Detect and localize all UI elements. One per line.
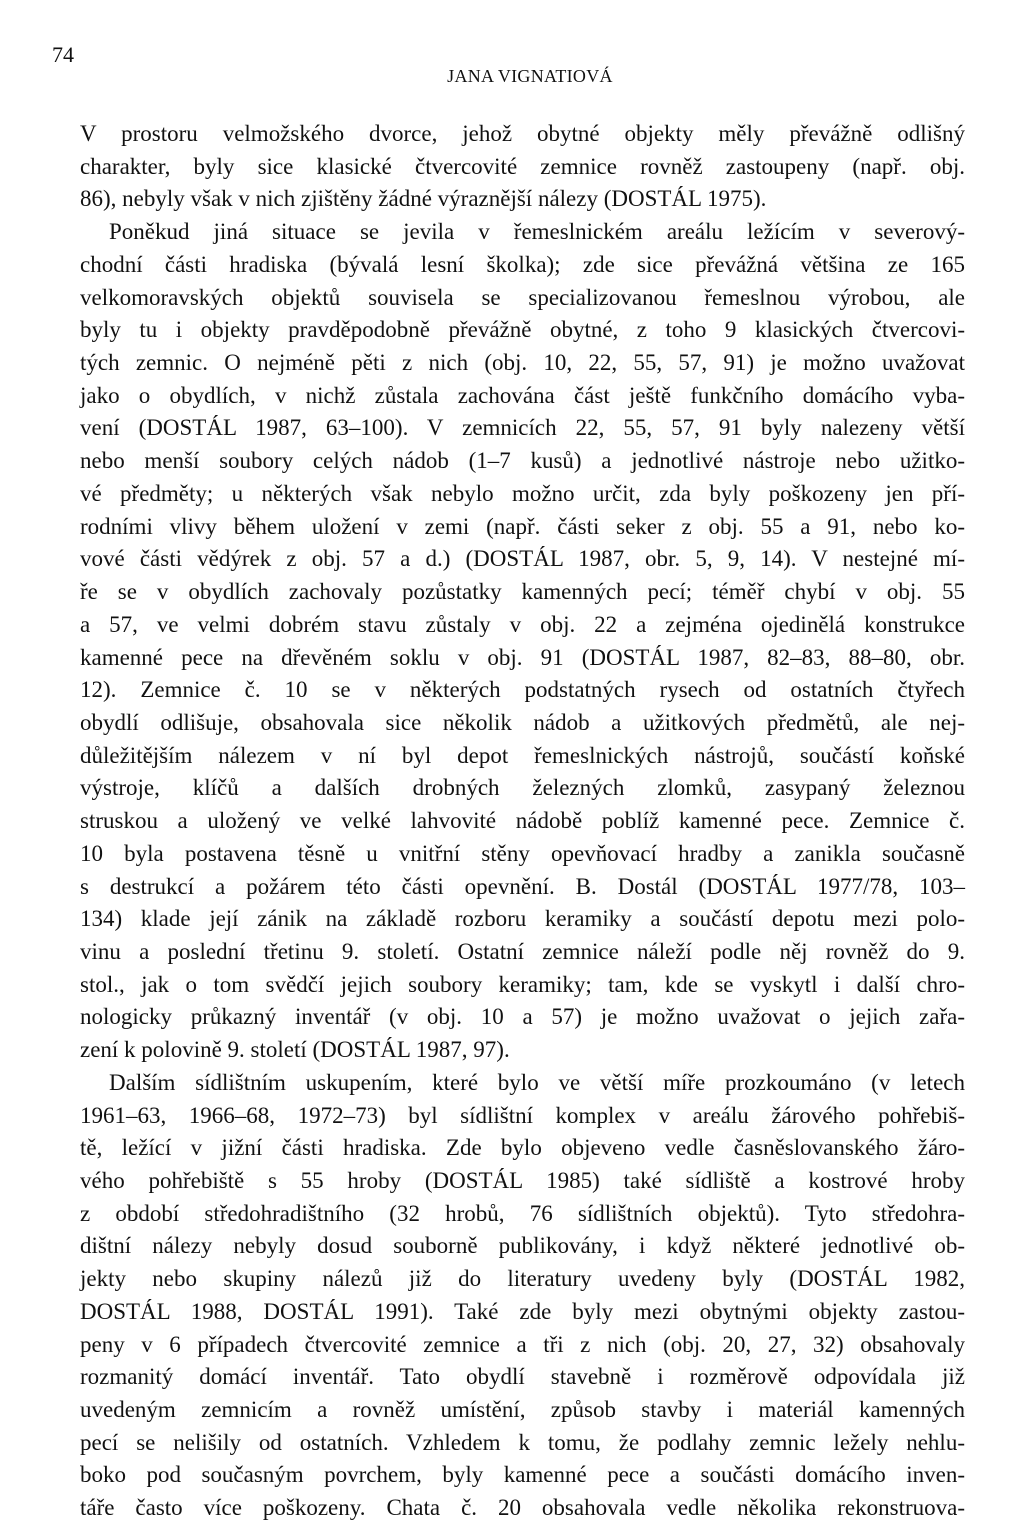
text-line: vové části vědýrek z obj. 57 a d.) (DOSTÁL 1987, obr. 5, 9, 14). V nestejné mí- (80, 546, 965, 572)
body-text (80, 118, 965, 1525)
text-line: 1961–63, 1966–68, 1972–73) byl sídlištní komplex v areálu žárového pohřebiš- (80, 1102, 965, 1128)
text-line: boko pod současným povrchem, byly kamenné pece a součásti domácího inven- (80, 1462, 965, 1488)
text-line: obydlí odlišuje, obsahovala sice několik nádob a užitkových předmětů, ale nej- (80, 709, 965, 735)
text-line: nologicky průkazný inventář (v obj. 10 a 57) je možno uvažovat o jejich zařa- (80, 1004, 965, 1030)
text-line: vé předměty; u některých však nebylo možno určit, zda byly poškozeny jen pří- (80, 480, 965, 506)
text-line: tých zemnic. O nejméně pěti z nich (obj. 10, 22, 55, 57, 91) je možno uvažovat (80, 350, 965, 376)
text-line: vení (DOSTÁL 1987, 63–100). V zemnicích 22, 55, 57, 91 byly nalezeny větší (80, 415, 965, 441)
text-line: důležitějším nálezem v ní byl depot řemeslnických nástrojů, součástí koňské (80, 742, 965, 768)
text-line: 12). Zemnice č. 10 se v některých podstatných rysech od ostatních čtyřech (80, 677, 965, 703)
text-line: DOSTÁL 1988, DOSTÁL 1991). Také zde byly mezi obytnými objekty zastou- (80, 1298, 965, 1324)
text-line: a 57, ve velmi dobrém stavu zůstaly v obj. 22 a zejména ojedinělá konstrukce (80, 611, 965, 637)
page-number: 74 (52, 42, 74, 67)
text-line: ře se v obydlích zachovaly pozůstatky kamenných pecí; téměř chybí v obj. 55 (80, 579, 965, 605)
text-line: 10 byla postavena těsně u vnitřní stěny opevňovací hradby a zanikla současně (80, 840, 965, 866)
text-line: uvedeným zemnicím a rovněž umístění, způsob stavby i materiál kamenných (80, 1397, 965, 1423)
text-line: chodní části hradiska (bývalá lesní školka); zde sice převážná většina ze 165 (80, 251, 965, 277)
text-line: kamenné pece na dřevěném soklu v obj. 91 (DOSTÁL 1987, 82–83, 88–80, obr. (80, 644, 965, 670)
text-line: s destrukcí a požárem této části opevnění. B. Dostál (DOSTÁL 1977/78, 103– (80, 873, 965, 899)
text-line: pecí se nelišily od ostatních. Vzhledem k tomu, že podlahy zemnic ležely nehlu- (80, 1429, 965, 1455)
text-line: peny v 6 případech čtvercovité zemnice a tři z nich (obj. 20, 27, 32) obsahovaly (80, 1331, 965, 1357)
text-line: táře často více poškozeny. Chata č. 20 obsahovala vedle několika rekonstruova- (80, 1495, 965, 1521)
text-line: tě, ležící v jižní části hradiska. Zde bylo objeveno vedle časněslovanského žáro- (80, 1135, 965, 1161)
text-line: z období středohradištního (32 hrobů, 76 sídlištních objektů). Tyto středohra- (80, 1200, 965, 1226)
text-line: struskou a uložený ve velké lahvovité nádobě poblíž kamenné pece. Zemnice č. (80, 808, 965, 834)
text-line: výstroje, klíčů a dalších drobných železných zlomků, zasypaný železnou (80, 775, 965, 801)
running-head: JANA VIGNATIOVÁ (447, 66, 613, 86)
text-line: byly tu i objekty pravděpodobně převážně obytné, z toho 9 klasických čtvercovi- (80, 317, 965, 343)
text-line: jako o obydlích, v nichž zůstala zachována část ještě funkčního domácího vyba- (80, 382, 965, 408)
text-line: zení k polovině 9. století (DOSTÁL 1987, 97). (80, 1037, 510, 1063)
text-line: nebo menší soubory celých nádob (1–7 kusů) a jednotlivé nástroje nebo užitko- (80, 448, 965, 474)
text-line: stol., jak o tom svědčí jejich soubory keramiky; tam, kde se vyskytl i další chro- (80, 971, 965, 997)
text-line: 86), nebyly však v nich zjištěny žádné výraznější nálezy (DOSTÁL 1975). (80, 186, 767, 212)
text-line: jekty nebo skupiny nálezů již do literatury uvedeny byly (DOSTÁL 1982, (80, 1266, 965, 1292)
text-line: rozmanitý domácí inventář. Tato obydlí stavebně i rozměrově odpovídala již (80, 1364, 965, 1390)
text-line: dištní nálezy nebyly dosud souborně publikovány, i když některé jednotlivé ob- (80, 1233, 965, 1259)
text-line: vinu a poslední třetinu 9. století. Ostatní zemnice náleží podle něj rovněž do 9. (80, 938, 965, 964)
text-line: Poněkud jiná situace se jevila v řemeslnickém areálu ležícím v severový- (109, 219, 965, 245)
text-line: charakter, byly sice klasické čtvercovité zemnice rovněž zastoupeny (např. obj. (80, 153, 965, 179)
text-line: velkomoravských objektů souvisela se specializovanou řemeslnou výrobou, ale (80, 284, 965, 310)
text-line: V prostoru velmožského dvorce, jehož obytné objekty měly převážně odlišný (80, 121, 965, 146)
text-line: vého pohřebiště s 55 hroby (DOSTÁL 1985) také sídliště a kostrové hroby (80, 1168, 965, 1193)
text-line: rodními vlivy během uložení v zemi (např. části seker z obj. 55 a 91, nebo ko- (80, 513, 965, 539)
text-line: Dalším sídlištním uskupením, které bylo ve větší míře prozkoumáno (v letech (109, 1069, 965, 1095)
text-line: 134) klade její zánik na základě rozboru keramiky a součástí depotu mezi polo- (80, 906, 965, 932)
